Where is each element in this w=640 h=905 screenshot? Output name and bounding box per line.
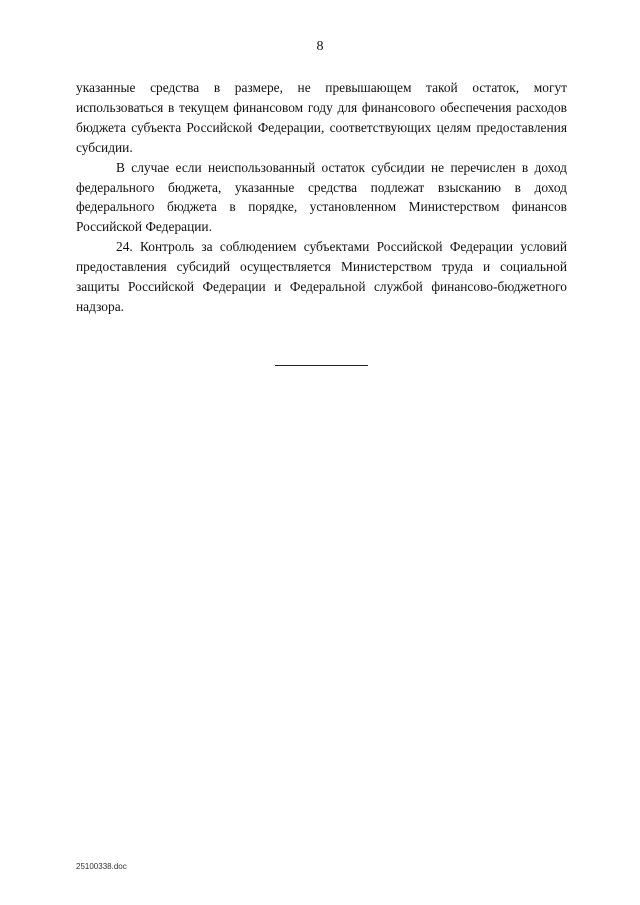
paragraph-item-24: 24. Контроль за соблюдением субъектами Российской Федерации условий предоставления субсидий осуществляется Министерством труда и социальной защиты Российской Федерации и Федеральной службой финансово-бюджетного надзора. [76,239,567,314]
footer-filename: 25100338.doc [76,862,127,871]
paragraph-unused-balance: В случае если неиспользованный остаток субсидии не перечислен в доход федерального бюджета, указанные средства подлежат взысканию в доход федерального бюджета в порядке, установленном Министерством финансов Российской Федерации. [76,159,567,235]
page-number: 8 [316,39,324,54]
document-body [76,78,567,317]
paragraph-continuation: указанные средства в размере, не превышающем такой остаток, могут использоваться в текущем финансовом году для финансового обеспечения расходов бюджета субъекта Российской Федерации, соответствующих целям предоставления субсидии. [76,80,567,155]
end-of-document-line [275,365,368,366]
